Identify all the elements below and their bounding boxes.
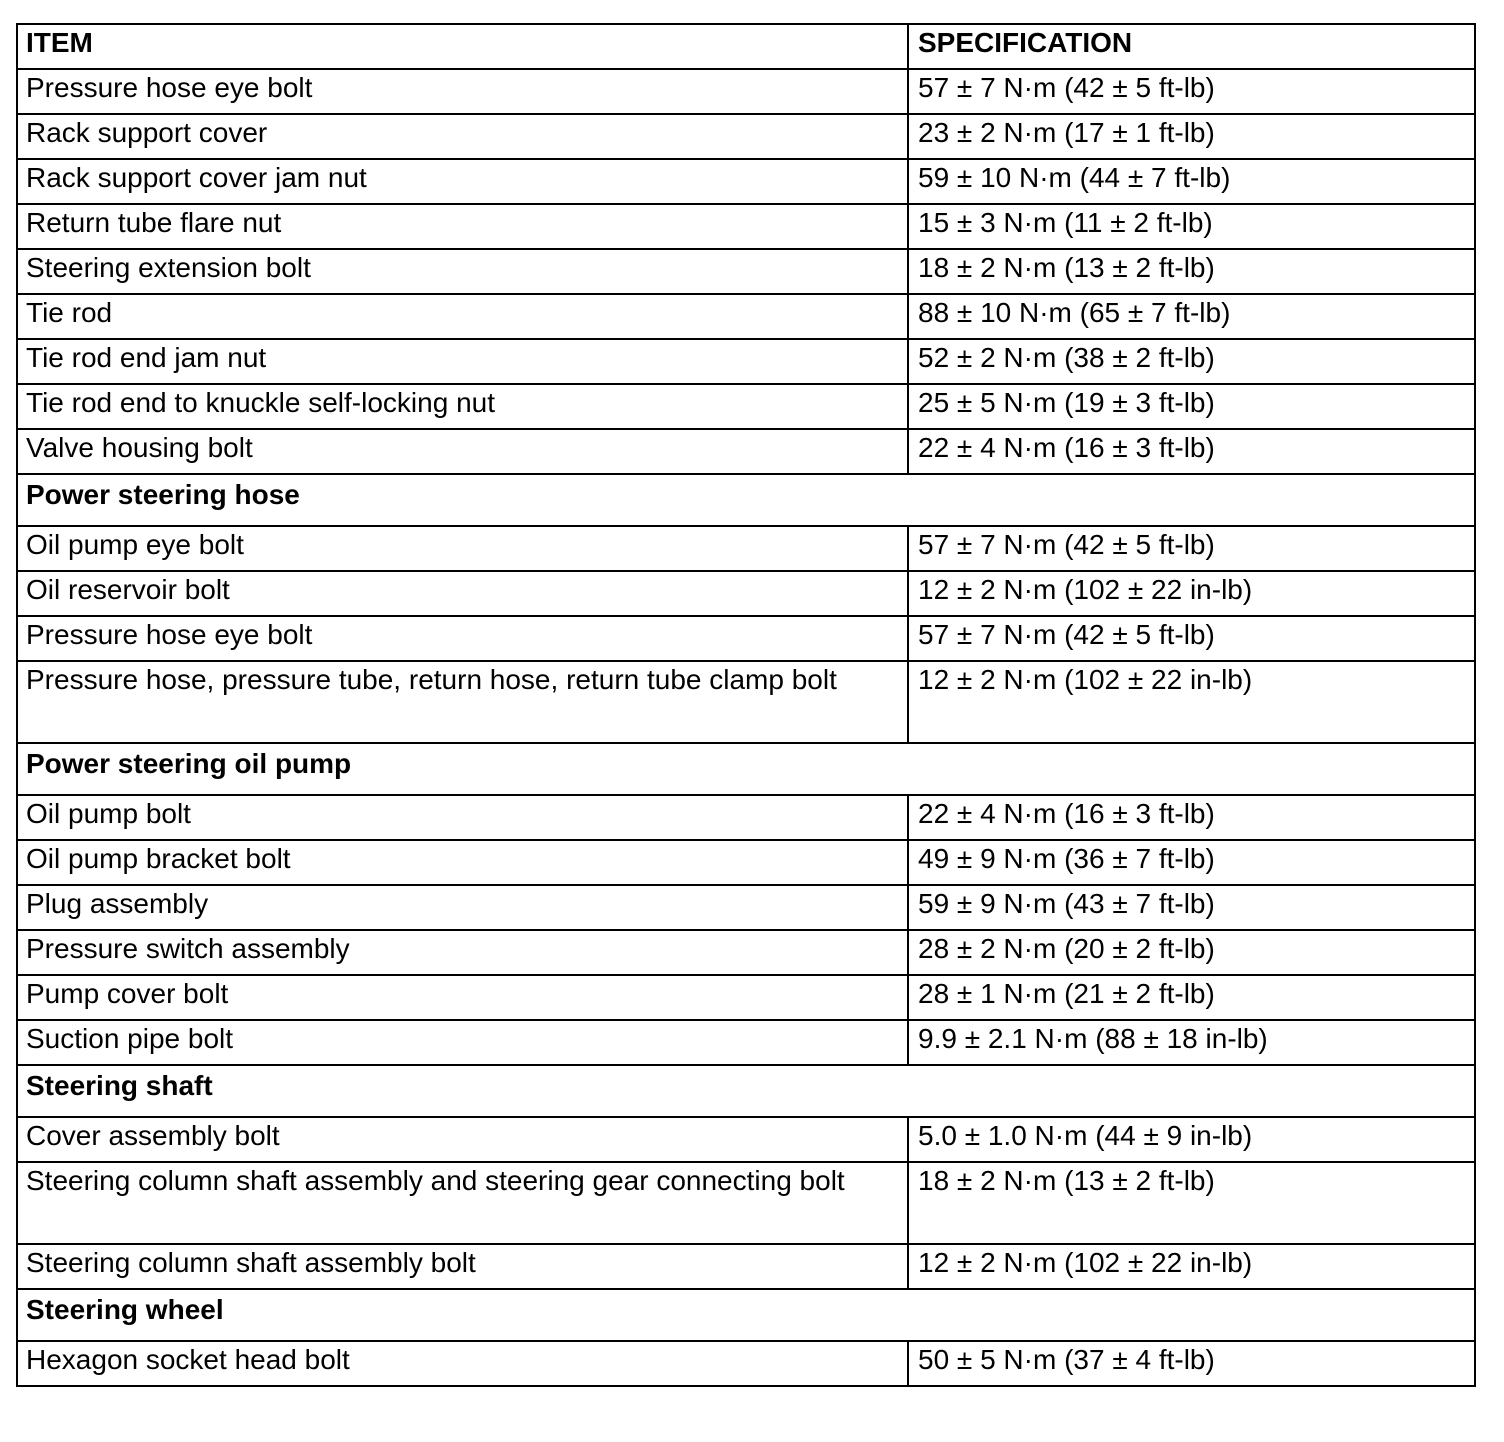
specification-cell: 12 ± 2 N·m (102 ± 22 in-lb) [908, 661, 1475, 743]
section-title: Steering shaft [17, 1065, 1475, 1117]
section-title: Steering wheel [17, 1289, 1475, 1341]
header-specification: SPECIFICATION [908, 24, 1475, 69]
table-header-row [17, 24, 1475, 69]
item-cell: Oil pump bolt [17, 795, 908, 840]
specification-cell: 28 ± 1 N·m (21 ± 2 ft-lb) [908, 975, 1475, 1020]
torque-spec-table [16, 23, 1476, 1387]
item-cell: Pressure switch assembly [17, 930, 908, 975]
specification-cell: 25 ± 5 N·m (19 ± 3 ft-lb) [908, 384, 1475, 429]
specification-cell: 18 ± 2 N·m (13 ± 2 ft-lb) [908, 1162, 1475, 1244]
table-row [17, 795, 1475, 840]
specification-cell: 28 ± 2 N·m (20 ± 2 ft-lb) [908, 930, 1475, 975]
section-header-row [17, 474, 1475, 526]
specification-cell: 15 ± 3 N·m (11 ± 2 ft-lb) [908, 204, 1475, 249]
specification-cell: 57 ± 7 N·m (42 ± 5 ft-lb) [908, 616, 1475, 661]
section-header-row [17, 1289, 1475, 1341]
table-row [17, 661, 1475, 743]
item-cell: Tie rod [17, 294, 908, 339]
specification-cell: 59 ± 9 N·m (43 ± 7 ft-lb) [908, 885, 1475, 930]
specification-cell: 50 ± 5 N·m (37 ± 4 ft-lb) [908, 1341, 1475, 1386]
item-cell: Oil pump bracket bolt [17, 840, 908, 885]
table-row [17, 69, 1475, 114]
specification-cell: 22 ± 4 N·m (16 ± 3 ft-lb) [908, 429, 1475, 474]
item-cell: Rack support cover jam nut [17, 159, 908, 204]
table-row [17, 975, 1475, 1020]
specification-cell: 49 ± 9 N·m (36 ± 7 ft-lb) [908, 840, 1475, 885]
section-title: Power steering oil pump [17, 743, 1475, 795]
table-row [17, 1117, 1475, 1162]
table-row [17, 616, 1475, 661]
specification-cell: 59 ± 10 N·m (44 ± 7 ft-lb) [908, 159, 1475, 204]
table-row [17, 429, 1475, 474]
table-row [17, 339, 1475, 384]
specification-cell: 9.9 ± 2.1 N·m (88 ± 18 in-lb) [908, 1020, 1475, 1065]
table-row [17, 1244, 1475, 1289]
item-cell: Pressure hose eye bolt [17, 616, 908, 661]
table-row [17, 159, 1475, 204]
item-cell: Tie rod end to knuckle self-locking nut [17, 384, 908, 429]
specification-cell: 52 ± 2 N·m (38 ± 2 ft-lb) [908, 339, 1475, 384]
table-row [17, 1341, 1475, 1386]
header-item: ITEM [17, 24, 908, 69]
section-header-row [17, 1065, 1475, 1117]
table-row [17, 885, 1475, 930]
item-cell: Steering column shaft assembly and steering gear connecting bolt [17, 1162, 908, 1244]
table-row [17, 249, 1475, 294]
specification-cell: 23 ± 2 N·m (17 ± 1 ft-lb) [908, 114, 1475, 159]
item-cell: Pressure hose eye bolt [17, 69, 908, 114]
specification-cell: 57 ± 7 N·m (42 ± 5 ft-lb) [908, 526, 1475, 571]
table-row [17, 1020, 1475, 1065]
specification-cell: 12 ± 2 N·m (102 ± 22 in-lb) [908, 571, 1475, 616]
table-row [17, 840, 1475, 885]
specification-cell: 22 ± 4 N·m (16 ± 3 ft-lb) [908, 795, 1475, 840]
section-header-row [17, 743, 1475, 795]
table-row [17, 204, 1475, 249]
item-cell: Steering extension bolt [17, 249, 908, 294]
table-body [17, 69, 1475, 1386]
specification-cell: 18 ± 2 N·m (13 ± 2 ft-lb) [908, 249, 1475, 294]
item-cell: Valve housing bolt [17, 429, 908, 474]
section-title: Power steering hose [17, 474, 1475, 526]
table-row [17, 930, 1475, 975]
specification-cell: 12 ± 2 N·m (102 ± 22 in-lb) [908, 1244, 1475, 1289]
item-cell: Plug assembly [17, 885, 908, 930]
specification-cell: 5.0 ± 1.0 N·m (44 ± 9 in-lb) [908, 1117, 1475, 1162]
table-row [17, 114, 1475, 159]
item-cell: Return tube flare nut [17, 204, 908, 249]
item-cell: Cover assembly bolt [17, 1117, 908, 1162]
item-cell: Pump cover bolt [17, 975, 908, 1020]
table-row [17, 1162, 1475, 1244]
item-cell: Hexagon socket head bolt [17, 1341, 908, 1386]
table-row [17, 571, 1475, 616]
item-cell: Oil pump eye bolt [17, 526, 908, 571]
table-row [17, 526, 1475, 571]
item-cell: Tie rod end jam nut [17, 339, 908, 384]
item-cell: Suction pipe bolt [17, 1020, 908, 1065]
item-cell: Rack support cover [17, 114, 908, 159]
item-cell: Steering column shaft assembly bolt [17, 1244, 908, 1289]
table-row [17, 384, 1475, 429]
table-row [17, 294, 1475, 339]
item-cell: Pressure hose, pressure tube, return hose, return tube clamp bolt [17, 661, 908, 743]
item-cell: Oil reservoir bolt [17, 571, 908, 616]
specification-cell: 88 ± 10 N·m (65 ± 7 ft-lb) [908, 294, 1475, 339]
specification-cell: 57 ± 7 N·m (42 ± 5 ft-lb) [908, 69, 1475, 114]
